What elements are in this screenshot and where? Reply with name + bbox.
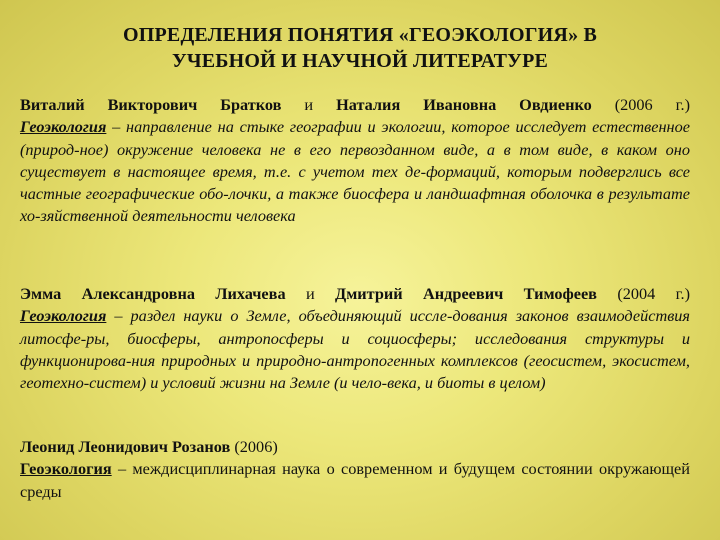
publication-year: (2006 г.): [591, 95, 690, 114]
definition-body: – направление на стыке географии и экологии, которое исследует естественное (природ-ное) окружение человека не в его первозданном виде, а в том виде, в каком оно существует в настоящее время, т.е. с учетом тех де-формаций, которым подверглись все частные географические обо-лочки, а также биосфера и ландшафтная оболочка в результате хо-зяйственной деятельности человека: [20, 117, 690, 226]
slide-title: [40, 22, 680, 74]
publication-year: (2006): [230, 437, 278, 456]
defined-term: Геоэкология: [20, 117, 107, 137]
definition-authors: [20, 436, 690, 458]
definition-authors: [20, 283, 690, 305]
definition-bratkov-ovdienko: [20, 94, 690, 228]
definition-text: [20, 458, 690, 503]
definition-rozanov: [20, 436, 690, 503]
definition-text: [20, 305, 690, 394]
author-name: Дмитрий Андреевич Тимофеев: [335, 284, 597, 303]
publication-year: (2004 г.): [596, 284, 690, 303]
author-name: Леонид Леонидович Розанов: [20, 437, 231, 456]
definition-body: – раздел науки о Земле, объединяющий иссле-дования законов взаимодействия литосфе-ры, биосферы, антропосферы и социосферы; исследования структуры и функционирова-ния природных и природно-антропогенных комплексов (геосистем, экосистем, геотехно-систем) и условий жизни на Земле (и чело-века, и биоты в целом): [20, 306, 690, 393]
defined-term: Геоэкология: [20, 459, 112, 479]
definition-authors: [20, 94, 690, 116]
title-line-1: ОПРЕДЕЛЕНИЯ ПОНЯТИЯ «ГЕОЭКОЛОГИЯ» В: [122, 24, 598, 46]
author-name: Эмма Александровна Лихачева: [20, 284, 286, 303]
title-line-2: УЧЕБНОЙ И НАУЧНОЙ ЛИТЕРАТУРЕ: [171, 50, 549, 72]
author-name: Виталий Викторович Братков: [20, 95, 282, 114]
author-conjunction: и: [281, 95, 337, 114]
author-name: Наталия Ивановна Овдиенко: [336, 95, 592, 114]
definition-text: [20, 116, 690, 227]
definition-likhacheva-timofeev: [20, 283, 690, 394]
defined-term: Геоэкология: [20, 306, 107, 326]
author-conjunction: и: [285, 284, 335, 303]
definition-body: – междисциплинарная наука о современном и будущем состоянии окружающей среды: [20, 459, 690, 501]
